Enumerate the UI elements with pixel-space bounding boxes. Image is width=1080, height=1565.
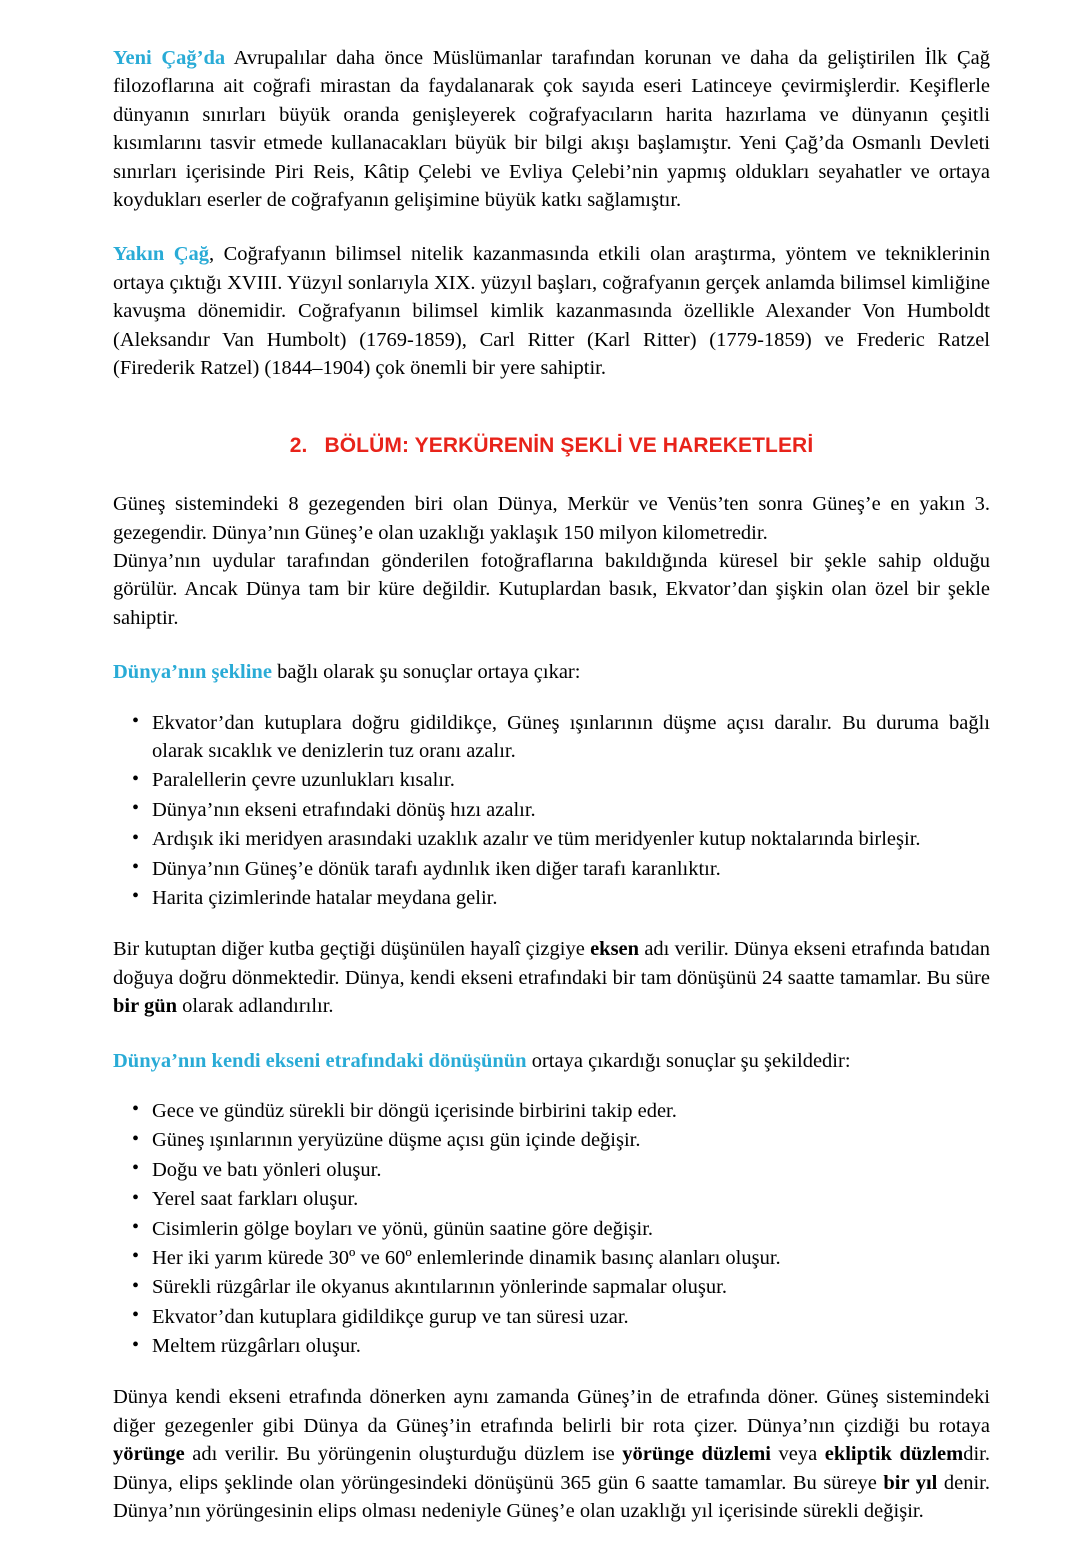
list-item: • Ekvator’dan kutuplara doğru gidildikçe, Güneş ışınlarının düşme açısı daralır. Bu duruma bağlı olarak sıcaklık ve denizlerin tuz oranı azalır. (113, 709, 990, 766)
text-run-bold-1: eksen (590, 938, 640, 961)
text-run-bold-3: yörünge düzlemi (622, 1443, 772, 1466)
lead-kendi-ekseni-donusunun (113, 1047, 990, 1075)
text-run-plain-0: Güneş sistemindeki 8 gezegenden biri olan Dünya, Merkür ve Venüs’ten sonra Güneş’e en yakın 3. gezegendir. Dünya’nın Güneş’e olan uzaklığı yaklaşık 150 milyon kilometredir. (113, 493, 990, 544)
spacer (113, 1361, 990, 1383)
text-run-bold-5: ekliptik düzlem (824, 1443, 964, 1466)
section-heading-title: BÖLÜM: YERKÜRENİN ŞEKLİ VE HAREKETLERİ (324, 434, 814, 458)
list-item: • Her iki yarım kürede 30º ve 60º enlemlerinde dinamik basınç alanları oluşur. (113, 1244, 990, 1272)
paragraph-yorunge (113, 1383, 990, 1525)
spacer (113, 913, 990, 935)
section-heading-number: 2. (289, 434, 308, 458)
list-item: • Ardışık iki meridyen arasındaki uzaklık azalır ve tüm meridyenler kutup noktalarında birleşir. (113, 825, 990, 853)
text-run-accent-0: Dünya’nın kendi ekseni etrafındaki dönüşünün (113, 1049, 527, 1072)
spacer (113, 458, 990, 490)
text-run-plain-0: Dünya’nın uydular tarafından gönderilen fotoğraflarına bakıldığında küresel bir şekle sahip olduğu görülür. Ancak Dünya tam bir küre değildir. Kutuplardan basık, Ekvator’dan şişkin olan özel bir şekle sahiptir. (113, 550, 990, 629)
list-item: • Meltem rüzgârları oluşur. (113, 1332, 990, 1360)
list-item: • Paralellerin çevre uzunlukları kısalır. (113, 766, 990, 794)
paragraph-eksen (113, 935, 990, 1020)
text-run-bold-7: bir yıl (883, 1471, 938, 1494)
text-run-accent-0: Yeni Çağ’da (113, 47, 226, 69)
document-content (113, 44, 990, 1525)
spacer (113, 1075, 990, 1097)
paragraph-dunya-sekli (113, 547, 990, 632)
list-item: • Harita çizimlerinde hatalar meydana gelir. (113, 884, 990, 912)
text-run-plain-2: adı verilir. Dünya ekseni etrafında batıdan doğuya doğru dönmektedir. Dünya, kendi ekseni etrafındaki bir tam dönüşünü 24 saatte tamamlar. Bu süre (113, 938, 990, 989)
text-run-plain-1: bağlı olarak şu sonuçlar ortaya çıkar: (271, 661, 581, 684)
list-item: • Güneş ışınlarının yeryüzüne düşme açısı gün içinde değişir. (113, 1126, 990, 1154)
text-run-accent-0: Yakın Çağ (113, 243, 210, 266)
text-run-bold-3: bir gün (113, 995, 178, 1018)
text-run-plain-8: denir. Dünya’nın yörüngesinin elips olması nedeniyle Güneş’e olan uzaklığı yıl içerisinde sürekli değişir. (113, 1471, 991, 1523)
spacer (113, 382, 990, 434)
list-item: • Doğu ve batı yönleri oluşur. (113, 1156, 990, 1184)
list-item: • Gece ve gündüz sürekli bir döngü içerisinde birbirini takip eder. (113, 1097, 990, 1125)
section-heading (113, 434, 990, 458)
text-run-plain-0: Bir kutuptan diğer kutba geçtiği düşünülen hayalî çizgiye (113, 938, 591, 961)
list-sekil-sonuclari (113, 709, 990, 913)
list-donus-sonuclari (113, 1097, 990, 1361)
text-run-accent-0: Dünya’nın şekline (113, 661, 272, 684)
paragraph-gunes-sistemi (113, 490, 990, 547)
list-item: • Dünya’nın Güneş’e dönük tarafı aydınlık iken diğer tarafı karanlıktır. (113, 855, 990, 883)
text-run-plain-4: veya (771, 1443, 825, 1466)
paragraph-yakin-cag (113, 240, 990, 382)
text-run-plain-6: dir. Dünya, elips şeklinde olan yörüngesindeki dönüşünü 365 gün 6 saatte tamamlar. Bu süreye (113, 1443, 991, 1494)
list-item: • Cisimlerin gölge boyları ve yönü, günün saatine göre değişir. (113, 1215, 990, 1243)
spacer (113, 632, 990, 658)
text-run-plain-1: , Coğrafyanın bilimsel nitelik kazanmasında etkili olan araştırma, yöntem ve tekniklerinin ortaya çıktığı XVIII. Yüzyıl sonlarıyla XIX. yüzyıl başları, coğrafyanın gerçek anlamda bilimsel kimliğine kavuşma dönemidir. Coğrafyanın bilimsel kimlik kazanmasında özellikle Alexander Von Humboldt (Aleksandır Van Humbolt) (1769-1859), Carl Ritter (Karl Ritter) (1779-1859) ve Frederic Ratzel (Firederik Ratzel) (1844–1904) çok önemli bir yere sahiptir. (113, 243, 990, 379)
text-run-plain-0: Dünya kendi ekseni etrafında dönerken aynı zamanda Güneş’in de etrafında döner. Güneş sistemindeki diğer gezegenler gibi Dünya da Güneş’in etrafında belirli bir rota çizer. Dünya’nın çizdiği bu rotaya (113, 1386, 990, 1437)
text-run-plain-4: olarak adlandırılır. (177, 995, 334, 1018)
spacer (113, 1021, 990, 1047)
list-item: • Yerel saat farkları oluşur. (113, 1185, 990, 1213)
spacer (113, 214, 990, 240)
text-run-plain-2: adı verilir. Bu yörüngenin oluşturduğu düzlem ise (184, 1443, 623, 1466)
spacer (113, 687, 990, 709)
paragraph-yeni-cag (113, 44, 990, 214)
lead-dunyanin-sekline (113, 658, 990, 686)
list-item: • Sürekli rüzgârlar ile okyanus akıntılarının yönlerinde sapmalar oluşur. (113, 1273, 990, 1301)
list-item: • Ekvator’dan kutuplara gidildikçe gurup ve tan süresi uzar. (113, 1303, 990, 1331)
text-run-plain-1: Avrupalılar daha önce Müslümanlar tarafından korunan ve daha da geliştirilen İlk Çağ filozoflarına ait coğrafi mirastan da faydalanarak çok sayıda eseri Latinceye çevirmişlerdir. Keşiflerle dünyanın sınırları büyük oranda genişleyerek coğrafyacıların harita hazırlama ve dünyanın çeşitli kısımlarını tasvir etmede kullanacakları büyük bir bilgi akışı başlamıştır. Yeni Çağ’da Osmanlı Devleti sınırları içerisinde Piri Reis, Kâtip Çelebi ve Evliya Çelebi’nin yapmış oldukları seyahatler ve ortaya koydukları eserler de coğrafyanın gelişimine büyük katkı sağlamıştır. (113, 47, 991, 211)
list-item: • Dünya’nın ekseni etrafındaki dönüş hızı azalır. (113, 796, 990, 824)
text-run-bold-1: yörünge (113, 1443, 185, 1466)
text-run-plain-1: ortaya çıkardığı sonuçlar şu şekildedir: (526, 1049, 851, 1072)
